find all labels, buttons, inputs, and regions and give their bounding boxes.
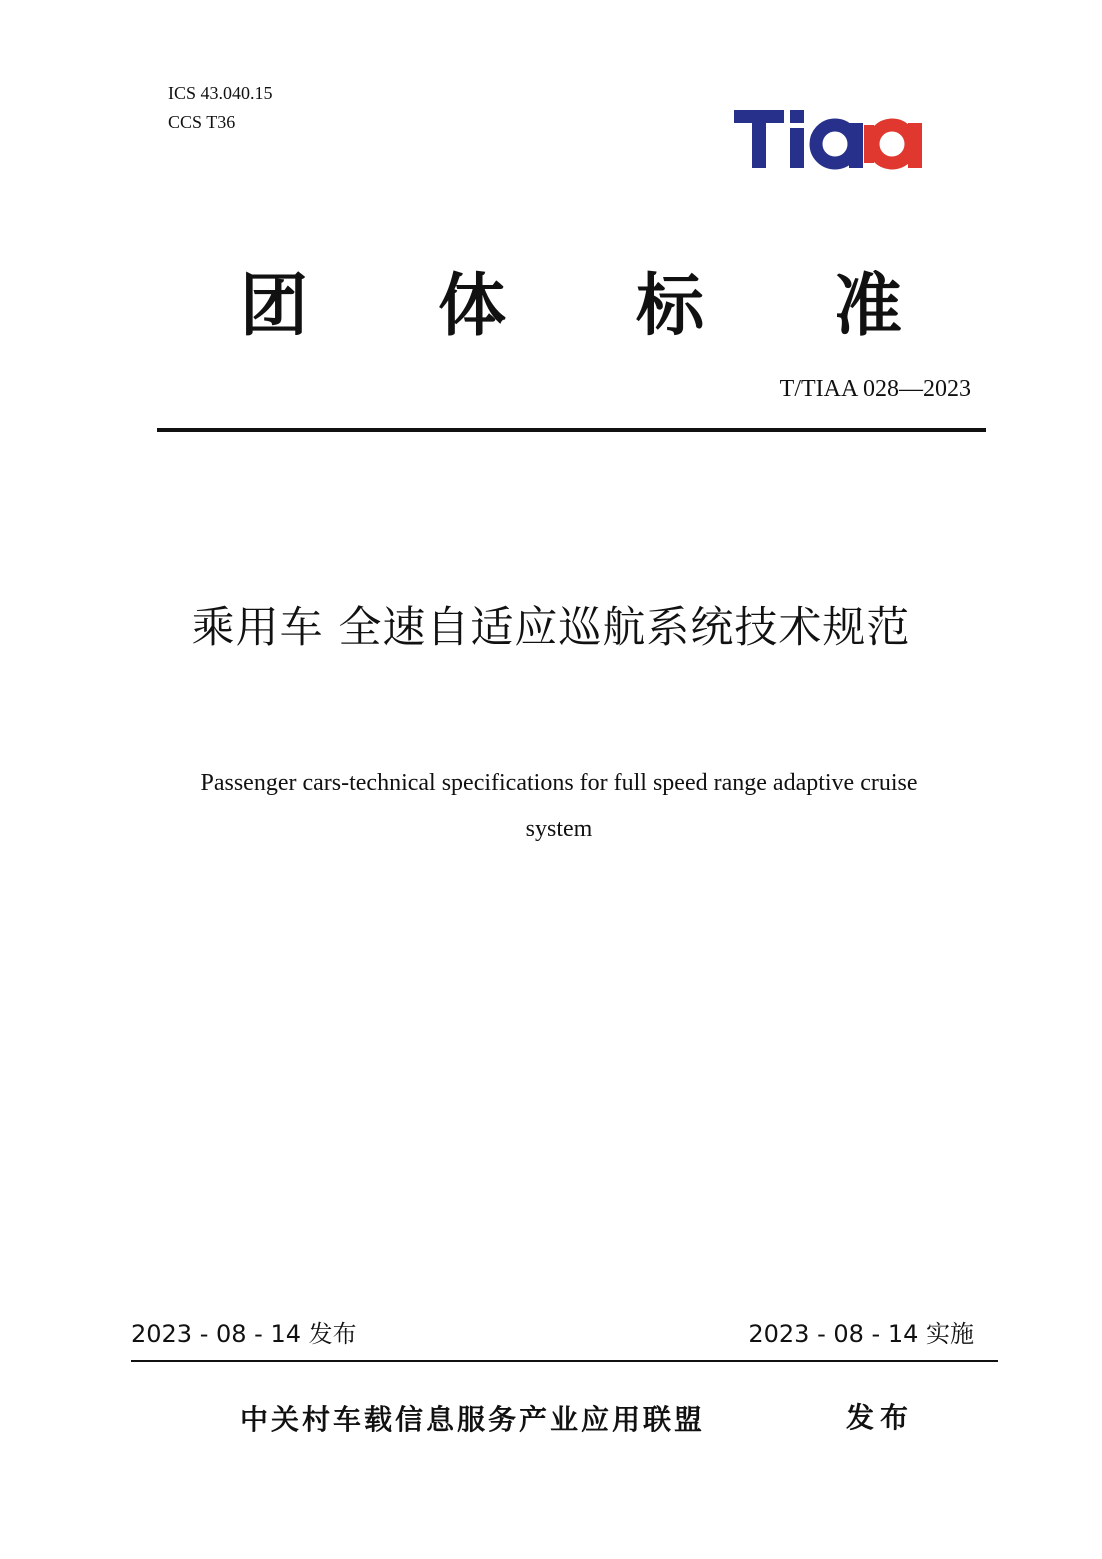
standard-type-char: 体 [438,268,507,344]
tiaa-logo [732,108,928,172]
standard-type-char: 标 [636,268,705,344]
standard-type-char: 准 [834,268,903,344]
publication-date: 2023 - 08 - 14 发布 [131,1320,357,1348]
header-divider [157,428,986,432]
standard-type-heading [150,264,980,348]
logo-t-stem [752,110,766,168]
standard-number: T/TIAA 028—2023 [779,376,971,402]
ccs-code: CCS T36 [168,112,236,132]
chinese-title: 乘用车 全速自适应巡航系统技术规范 [191,603,911,653]
ics-code: ICS 43.040.15 [168,83,273,103]
logo-i-dot [790,110,804,123]
english-title-line: system [525,816,593,842]
footer-divider [131,1360,998,1362]
standard-type-char: 团 [240,268,309,344]
logo-overlap [864,125,874,163]
implementation-date: 2023 - 08 - 14 实施 [748,1320,974,1348]
publisher-name: 中关村车载信息服务产业应用联盟 [240,1403,706,1436]
logo-a1-bowl [816,125,854,163]
publish-label: 发布 [846,1401,915,1434]
logo-i-stem [790,128,804,168]
english-title [150,760,968,852]
logo-a2-stem [908,123,922,168]
logo-a1-stem [849,123,863,168]
english-title-line: Passenger cars-technical specifications for full speed range adaptive cruise [200,770,918,796]
logo-a2-bowl [873,125,911,163]
